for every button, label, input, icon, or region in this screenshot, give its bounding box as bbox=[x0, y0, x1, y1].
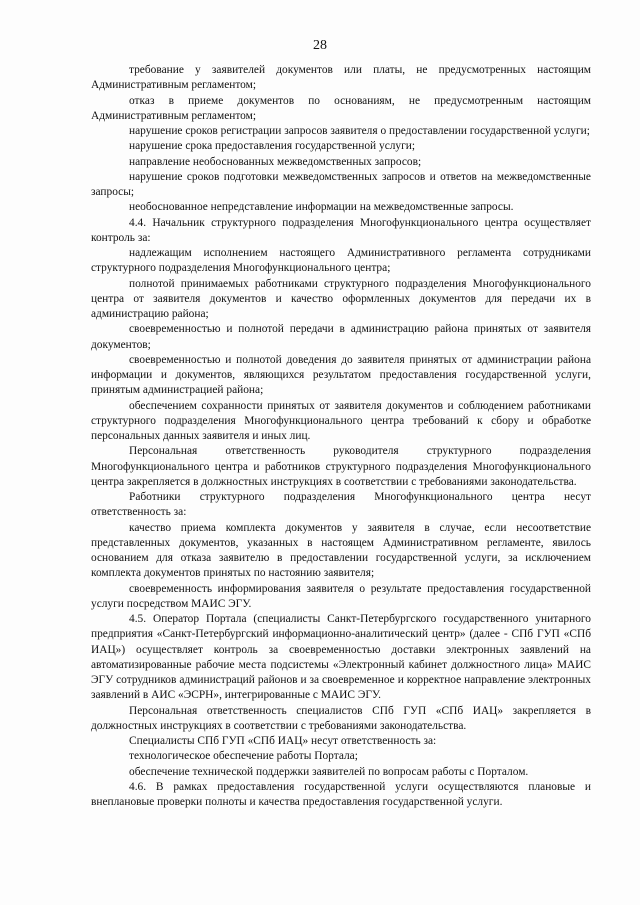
paragraph: своевременность информирования заявителя о результате предоставления государственной услуги посредством МАИС ЭГУ. bbox=[91, 582, 591, 610]
paragraph: нарушение срока предоставления государственной услуги; bbox=[129, 140, 416, 153]
paragraph: отказ в приеме документов по основаниям, не предусмотренным настоящим Административным регламентом; bbox=[91, 94, 591, 122]
page-number: 28 bbox=[313, 38, 327, 53]
body-text bbox=[91, 63, 591, 810]
paragraph: своевременностью и полнотой доведения до заявителя принятых от администрации района информации и документов, являющихся результатом предоставления государственной услуги, принятым администрацией района; bbox=[91, 353, 591, 397]
paragraph: нарушение сроков регистрации запросов заявителя о предоставлении государственной услуги; bbox=[129, 125, 590, 137]
paragraph: направление необоснованных межведомственных запросов; bbox=[129, 155, 422, 168]
paragraph: обеспечение технической поддержки заявителей по вопросам работы с Порталом. bbox=[129, 765, 529, 778]
paragraph: Персональная ответственность руководителя структурного подразделения Многофункционального центра и работников структурного подразделения Многофункционального центра закрепляется в должностных инструкциях в соответствии с требованиями законодательства. bbox=[91, 445, 591, 488]
paragraph: 4.4. Начальник структурного подразделения Многофункционального центра осуществляет контроль за: bbox=[91, 216, 591, 244]
paragraph: 4.6. В рамках предоставления государственной услуги осуществляются плановые и внеплановые проверки полноты и качества предоставления государственной услуги. bbox=[91, 780, 591, 808]
paragraph: Персональная ответственность специалистов СПб ГУП «СПб ИАЦ» закрепляется в должностных инструкциях в соответствии с требованиями законодательства. bbox=[91, 704, 591, 732]
paragraph: технологическое обеспечение работы Портала; bbox=[129, 750, 358, 763]
paragraph: необоснованное непредставление информации на межведомственные запросы. bbox=[129, 201, 514, 214]
paragraph: качество приема комплекта документов у заявителя в случае, если несоответствие представленных документов, указанных в настоящем Административном регламенте, явилось основанием для отказа заявителю в предоставлении государственной услуги, за исключением комплекта документов принятых по настоянию заявителя; bbox=[91, 521, 591, 580]
paragraph: обеспечением сохранности принятых от заявителя документов и соблюдением работниками структурного подразделения Многофункционального центра требований к сбору и обработке персональных данных заявителя и иных лиц. bbox=[91, 399, 591, 442]
paragraph: 4.5. Оператор Портала (специалисты Санкт-Петербургского государственного унитарного предприятия «Санкт-Петербургский информационно-аналитический центр» (далее - СПб ГУП «СПб ИАЦ») осуществляет контроль за своевременностью доставки электронных заявлений на автоматизированные рабочие места подсистемы «Электронный кабинет должностного лица» МАИС ЭГУ сотрудников администраций районов и за своевременное и корректное направление электронных заявлений в АИС «ЭСРН», интегрированные с МАИС ЭГУ. bbox=[91, 613, 591, 702]
paragraph: своевременностью и полнотой передачи в администрацию района принятых от заявителя документов; bbox=[91, 323, 591, 351]
paragraph: нарушение сроков подготовки межведомственных запросов и ответов на межведомственные запросы; bbox=[91, 170, 591, 198]
paragraph: требование у заявителей документов или платы, не предусмотренных настоящим Административным регламентом; bbox=[91, 64, 591, 92]
paragraph: надлежащим исполнением настоящего Административного регламента сотрудниками структурного подразделения Многофункционального центра; bbox=[91, 247, 591, 275]
paragraph: Работники структурного подразделения Многофункционального центра несут ответственность за: bbox=[91, 491, 591, 519]
paragraph: Специалисты СПб ГУП «СПб ИАЦ» несут ответственность за: bbox=[129, 735, 437, 747]
paragraph: полнотой принимаемых работниками структурного подразделения Многофункционального центра от заявителя документов и качество оформленных документов для передачи их в администрацию района; bbox=[91, 277, 591, 320]
